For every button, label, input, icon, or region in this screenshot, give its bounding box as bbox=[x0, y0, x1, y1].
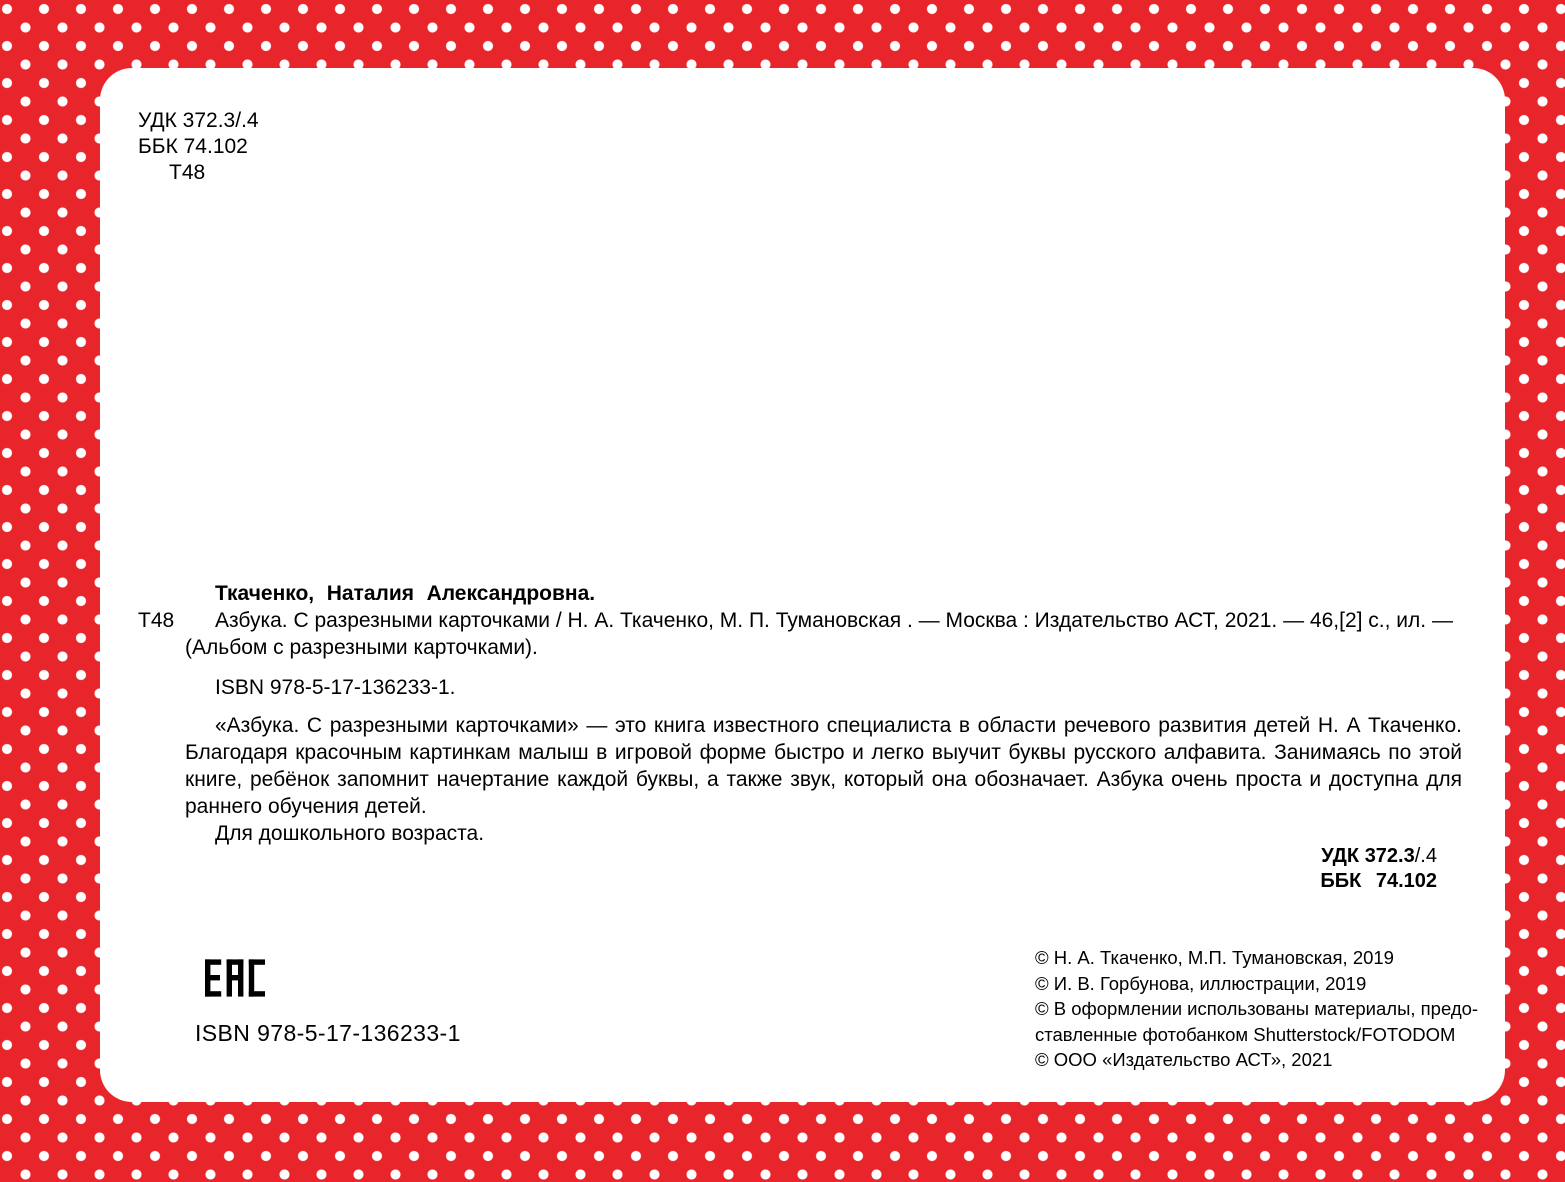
catalog-card bbox=[138, 580, 1487, 847]
author-sign-top: Т48 bbox=[169, 161, 206, 184]
udk-code-top: УДК 372.3/.4 bbox=[138, 109, 259, 132]
copyright-block bbox=[1035, 945, 1478, 1073]
copyright-line: ставленные фотобанком Shutterstock/FOTODOM bbox=[1035, 1023, 1456, 1045]
udk-code-right-rest: /.4 bbox=[1414, 845, 1437, 867]
copyright-line: © Н. А. Ткаченко, М.П. Тумановская, 2019 bbox=[1035, 947, 1394, 968]
classification-codes-top bbox=[138, 108, 259, 186]
annotation-text: «Азбука. С разрезными карточками» — это книга известного специалиста в области речевого развития детей Н. А Ткаченко. Благодаря красочным картинкам малыш в игровой форме быстро и легко выучит буквы русского алфавита. Занимаясь по этой книге, ребёнок запомнит начертание каждой буквы, а также звук, который она обозначает. Азбука очень проста и доступна для раннего обучения детей. bbox=[185, 714, 1462, 818]
copyright-line: © В оформлении использованы материалы, предо- bbox=[1035, 998, 1479, 1019]
bbk-code-right: ББК 74.102 bbox=[1320, 870, 1437, 892]
classification-codes-right bbox=[1320, 844, 1437, 894]
udk-code-right-bold: УДК 372.3 bbox=[1321, 845, 1415, 867]
bbk-code-top: ББК 74.102 bbox=[138, 135, 248, 158]
bibliographic-description: Азбука. С разрезными карточками / Н. А. Ткаченко, М. П. Тумановская . — Москва : Издательство АСТ, 2021. — 46,[2] с., ил. — (Альбом с разрезными карточками). bbox=[185, 609, 1453, 659]
eac-conformity-mark-icon bbox=[205, 946, 265, 1010]
isbn-line: ISBN 978-5-17-136233-1. bbox=[215, 676, 456, 699]
copyright-line: © ООО «Издательство АСТ», 2021 bbox=[1035, 1049, 1333, 1070]
udk-code-right bbox=[1320, 844, 1437, 869]
age-note: Для дошкольного возраста. bbox=[215, 822, 485, 845]
author-heading: Ткаченко, Наталия Александровна. bbox=[215, 582, 596, 605]
content-panel bbox=[100, 68, 1505, 1102]
copyright-line: © И. В. Горбунова, иллюстрации, 2019 bbox=[1035, 972, 1367, 994]
author-sign-margin: Т48 bbox=[138, 609, 175, 632]
isbn-bottom: ISBN 978-5-17-136233-1 bbox=[195, 1020, 461, 1046]
